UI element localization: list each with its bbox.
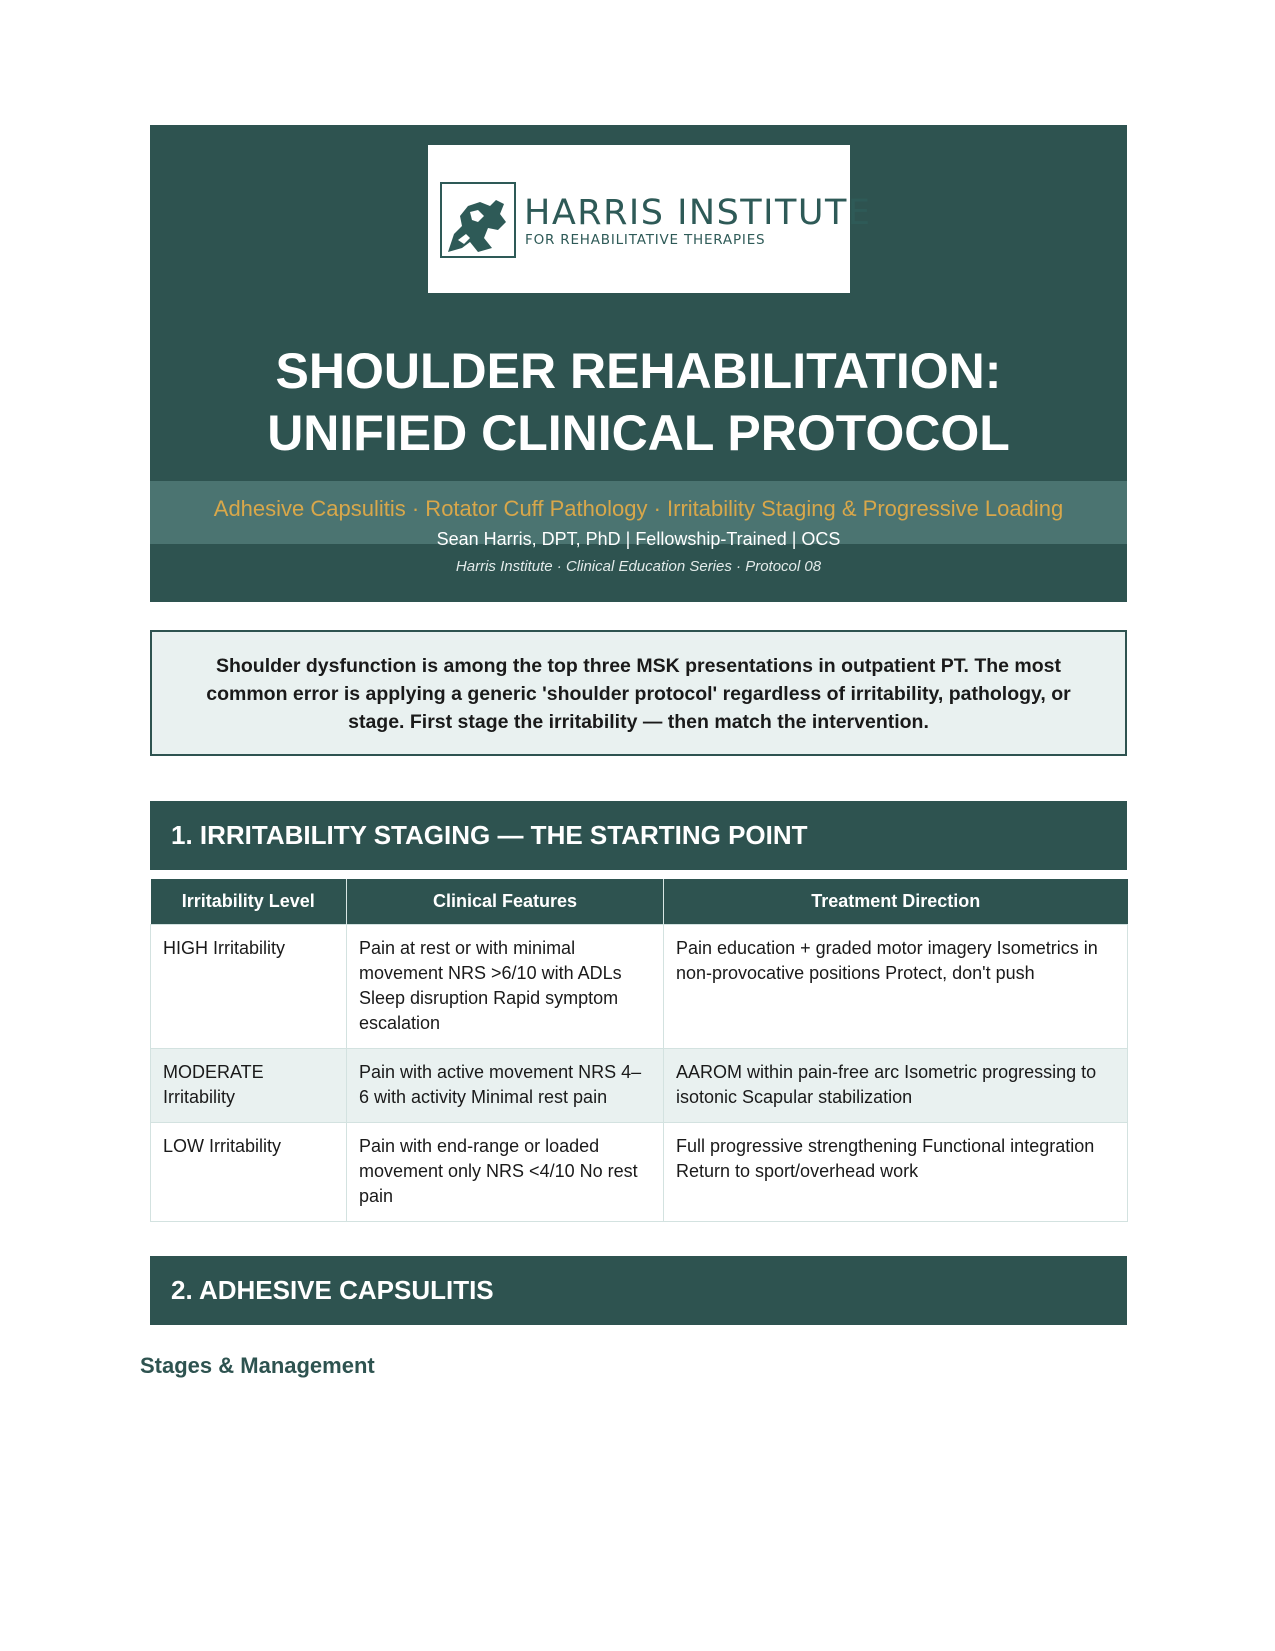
page-title [150, 340, 1127, 464]
title-line-1: SHOULDER REHABILITATION: [275, 343, 1002, 399]
column-header: Treatment Direction [664, 879, 1128, 925]
section-heading-adhesive-capsulitis: 2. ADHESIVE CAPSULITIS [150, 1256, 1127, 1325]
table-row [151, 1049, 1128, 1123]
logo-emblem-icon [440, 182, 516, 258]
table-cell: Pain with end-range or loaded movement only NRS <4/10 No rest pain [347, 1123, 664, 1222]
table-cell: Pain education + graded motor imagery Isometrics in non-provocative positions Protect, don't push [664, 925, 1128, 1049]
table-cell: MODERATE Irritability [151, 1049, 347, 1123]
title-banner [150, 125, 1127, 602]
column-header: Clinical Features [347, 879, 664, 925]
table-cell: LOW Irritability [151, 1123, 347, 1222]
author-line: Sean Harris, DPT, PhD | Fellowship-Trained | OCS [436, 529, 841, 549]
series-line: Harris Institute · Clinical Education Series · Protocol 08 [455, 558, 822, 575]
title-line-2: UNIFIED CLINICAL PROTOCOL [267, 405, 1010, 461]
logo-name: HARRIS INSTITUTE [524, 193, 872, 233]
irritability-table [150, 879, 1128, 1222]
callout-text: Shoulder dysfunction is among the top three MSK presentations in outpatient PT. The most common error is applying a generic 'shoulder protocol' regardless of irritability, pathology, or stage. First stage the irritability — then match the intervention. [206, 655, 1071, 733]
subsection-heading: Stages & Management [140, 1353, 375, 1378]
table-cell: Pain with active movement NRS 4–6 with activity Minimal rest pain [347, 1049, 664, 1123]
section-heading-irritability: 1. IRRITABILITY STAGING — THE STARTING POINT [150, 801, 1127, 870]
logo-tagline: FOR REHABILITATIVE THERAPIES [525, 232, 766, 248]
table-cell: HIGH Irritability [151, 925, 347, 1049]
institute-logo [428, 145, 872, 293]
table-row [151, 925, 1128, 1049]
table-cell: AAROM within pain-free arc Isometric progressing to isotonic Scapular stabilization [664, 1049, 1128, 1123]
page-subtitle: Adhesive Capsulitis · Rotator Cuff Pathology · Irritability Staging & Progressive Loading [213, 496, 1064, 521]
column-header: Irritability Level [151, 879, 347, 925]
table-cell: Full progressive strengthening Functional integration Return to sport/overhead work [664, 1123, 1128, 1222]
table-cell: Pain at rest or with minimal movement NRS >6/10 with ADLs Sleep disruption Rapid symptom escalation [347, 925, 664, 1049]
table-row [151, 1123, 1128, 1222]
table-header-row [151, 879, 1128, 925]
key-message-callout [150, 630, 1127, 756]
